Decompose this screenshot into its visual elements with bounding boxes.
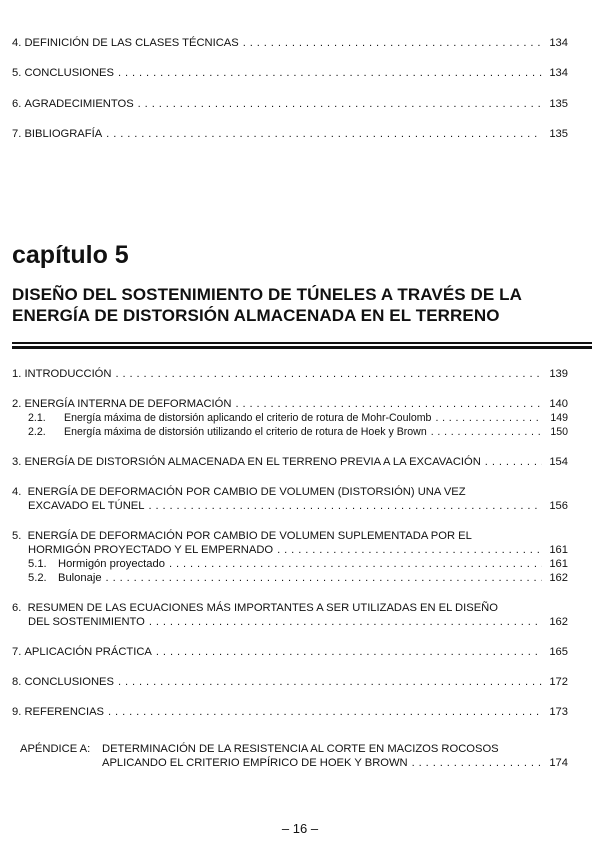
toc-entry[interactable]: [12, 36, 568, 66]
toc-entry[interactable]: [12, 601, 568, 629]
toc-entry[interactable]: [12, 485, 568, 513]
title-divider: [12, 342, 592, 344]
toc-entry-number: 9.: [12, 706, 22, 718]
toc-subentry[interactable]: [12, 425, 568, 439]
toc-entry-page: 173: [549, 706, 568, 718]
toc-entry-label: ENERGÍA INTERNA DE DEFORMACIÓN: [24, 398, 232, 410]
toc-entry-label: DEFINICIÓN DE LAS CLASES TÉCNICAS: [24, 37, 239, 49]
toc-entry-number: 6.: [12, 98, 22, 110]
toc-entry-label: DETERMINACIÓN DE LA RESISTENCIA AL CORTE EN MACIZOS ROCOSOS: [102, 743, 499, 755]
toc-entry-page: 162: [549, 572, 568, 584]
toc-entry-page: 165: [549, 646, 568, 658]
toc-entry[interactable]: [12, 645, 568, 659]
leader-dots: [156, 645, 542, 659]
toc-entry-page: 172: [549, 676, 568, 688]
appendix-prefix: APÉNDICE A:: [20, 743, 91, 755]
toc-entry-label: CONCLUSIONES: [24, 67, 114, 79]
toc-entry-number: 7.: [12, 128, 22, 140]
toc-entry[interactable]: [12, 97, 568, 127]
toc-entry-page: 156: [549, 500, 568, 512]
toc-entry-page: 135: [549, 98, 568, 110]
toc-entry-label: REFERENCIAS: [24, 706, 105, 718]
toc-entry-label: APLICANDO EL CRITERIO EMPÍRICO DE HOEK Y BROWN: [102, 757, 408, 769]
toc-subentry[interactable]: [12, 411, 568, 425]
toc-entry[interactable]: [12, 705, 568, 719]
toc-entry-number: 5.1.: [28, 558, 47, 570]
title-divider: [12, 346, 592, 349]
toc-entry-label: Bulonaje: [58, 572, 102, 584]
toc-entry-number: 7.: [12, 646, 22, 658]
toc-entry-number: 2.1.: [28, 412, 46, 424]
toc-entry-page: 149: [550, 412, 568, 424]
toc-entry-label: INTRODUCCIÓN: [24, 368, 112, 380]
toc-entry-page: 134: [549, 67, 568, 79]
leader-dots: [108, 705, 542, 719]
toc-appendix[interactable]: [12, 742, 568, 770]
leader-dots: [148, 499, 542, 513]
leader-dots: [138, 97, 542, 111]
leader-dots: [243, 36, 542, 50]
toc-entry-number: 3.: [12, 456, 22, 468]
toc-entry-page: 135: [549, 128, 568, 140]
toc-entry-number: 1.: [12, 368, 22, 380]
toc-entry-label: BIBLIOGRAFÍA: [24, 128, 103, 140]
leader-dots: [115, 367, 542, 381]
leader-dots: [485, 455, 542, 469]
toc-entry-number: 4.: [12, 37, 22, 49]
toc-entry-label: Energía máxima de distorsión aplicando el criterio de rotura de Mohr-Coulomb: [64, 412, 432, 424]
toc-entry-page: 161: [549, 558, 568, 570]
toc-entry-page: 174: [549, 757, 568, 769]
toc-entry-number: 8.: [12, 676, 22, 688]
chapter-label: capítulo 5: [12, 241, 129, 269]
leader-dots: [431, 425, 542, 439]
toc-entry-label: APLICACIÓN PRÁCTICA: [24, 646, 152, 658]
toc-entry-label: CONCLUSIONES: [24, 676, 114, 688]
previous-chapter-toc: [12, 36, 568, 157]
leader-dots: [277, 543, 542, 557]
leader-dots: [435, 411, 542, 425]
toc-entry-page: 154: [549, 456, 568, 468]
toc-entry-label: ENERGÍA DE DEFORMACIÓN POR CAMBIO DE VOLUMEN SUPLEMENTADA POR EL: [27, 530, 472, 542]
toc-entry-label: RESUMEN DE LAS ECUACIONES MÁS IMPORTANTES A SER UTILIZADAS EN EL DISEÑO: [27, 602, 498, 614]
toc-entry-label: ENERGÍA DE DEFORMACIÓN POR CAMBIO DE VOLUMEN (DISTORSIÓN) UNA VEZ: [27, 486, 466, 498]
toc-entry[interactable]: [12, 66, 568, 97]
chapter-title: [12, 284, 592, 326]
page-number: – 16 –: [281, 821, 319, 836]
leader-dots: [106, 571, 542, 585]
toc-entry-number: 5.: [12, 67, 22, 79]
toc-entry-label: DEL SOSTENIMIENTO: [28, 616, 145, 628]
toc-entry[interactable]: [12, 675, 568, 689]
toc-entry-number: 5.: [12, 530, 22, 542]
toc-entry-number: 2.: [12, 398, 22, 410]
toc-entry-page: 161: [549, 544, 568, 556]
toc-entry-number: 5.2.: [28, 572, 47, 584]
toc-entry-page: 134: [549, 37, 568, 49]
toc-subentry[interactable]: [12, 571, 568, 585]
toc-entry-label: AGRADECIMIENTOS: [24, 98, 134, 110]
toc-entry-label: ENERGÍA DE DISTORSIÓN ALMACENADA EN EL TERRENO PREVIA A LA EXCAVACIÓN: [24, 456, 481, 468]
leader-dots: [106, 127, 542, 141]
toc-entry[interactable]: [12, 367, 568, 381]
toc-entry-number: 6.: [12, 602, 22, 614]
toc-entry[interactable]: [12, 397, 568, 411]
toc-entry-label: Hormigón proyectado: [58, 558, 165, 570]
chapter-title-line: DISEÑO DEL SOSTENIMIENTO DE TÚNELES A TRAVÉS DE LA: [12, 285, 523, 304]
leader-dots: [169, 557, 542, 571]
chapter-toc: [12, 367, 568, 770]
toc-subentry[interactable]: [12, 557, 568, 571]
toc-entry[interactable]: [12, 127, 568, 157]
toc-entry-label: HORMIGÓN PROYECTADO Y EL EMPERNADO: [28, 544, 274, 556]
chapter-title-line: ENERGÍA DE DISTORSIÓN ALMACENADA EN EL TERRENO: [12, 306, 500, 325]
toc-entry-page: 139: [549, 368, 568, 380]
toc-entry-number: 2.2.: [28, 426, 46, 438]
toc-entry-label: EXCAVADO EL TÚNEL: [28, 500, 145, 512]
leader-dots: [412, 756, 542, 770]
toc-entry-number: 4.: [12, 486, 22, 498]
leader-dots: [118, 66, 542, 80]
toc-entry-page: 162: [549, 616, 568, 628]
toc-entry-page: 140: [549, 398, 568, 410]
toc-entry[interactable]: [12, 529, 568, 557]
leader-dots: [235, 397, 542, 411]
toc-entry-page: 150: [550, 426, 568, 438]
leader-dots: [118, 675, 542, 689]
leader-dots: [149, 615, 542, 629]
toc-entry[interactable]: [12, 455, 568, 469]
toc-entry-label: Energía máxima de distorsión utilizando el criterio de rotura de Hoek y Brown: [64, 426, 427, 438]
